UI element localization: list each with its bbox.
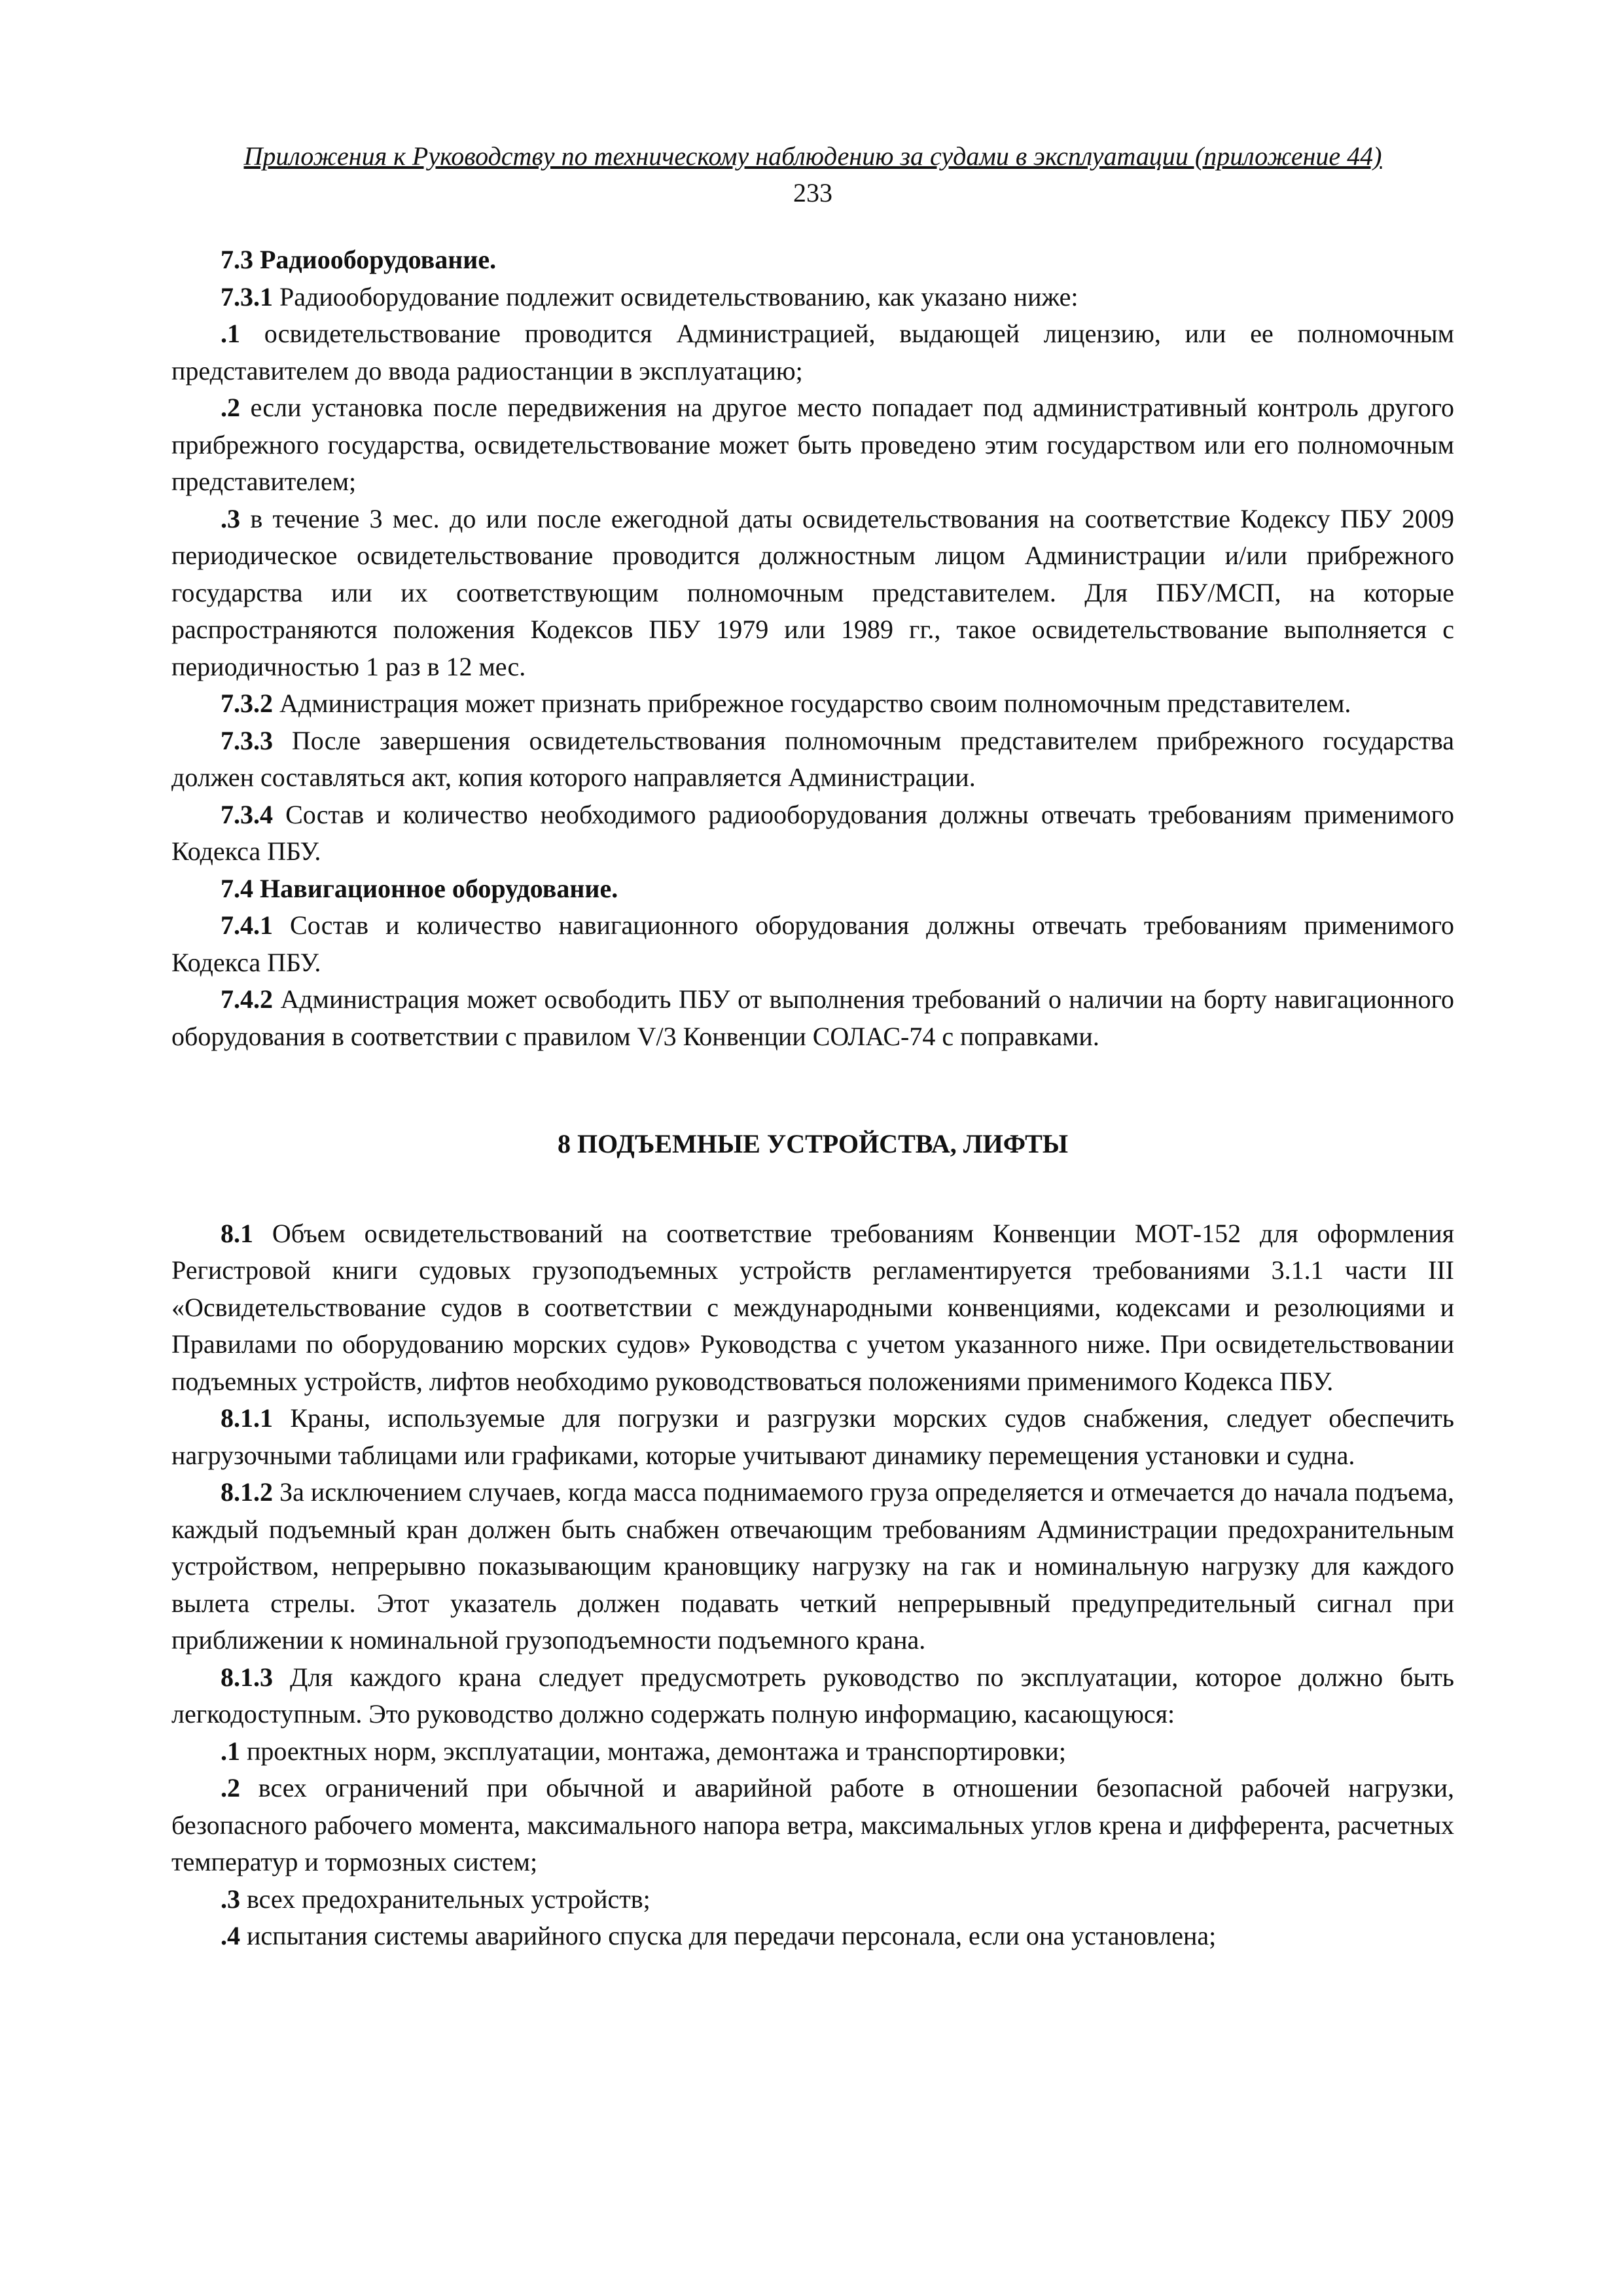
paragraph-8-1-3 — [171, 1659, 1454, 1733]
heading-7-3: 7.3 Радиооборудование. — [221, 245, 497, 274]
paragraph-number: 8.1.1 — [221, 1403, 273, 1433]
paragraph-text: Радиооборудование подлежит освидетельствованию, как указано ниже: — [273, 281, 1079, 312]
paragraph-number: 8.1 — [221, 1218, 253, 1248]
paragraph-text: Для каждого крана следует предусмотреть руководство по эксплуатации, которое должно быть легкодоступным. Это руководство должно содержать полную информацию, касающуюся: — [171, 1662, 1454, 1729]
paragraph-number: .4 — [221, 1921, 240, 1950]
paragraph-text: После завершения освидетельствования полномочным представителем прибрежного государства должен составляться акт, копия которого направляется Администрации. — [171, 725, 1454, 792]
paragraph-8-1-1 — [171, 1400, 1454, 1474]
paragraph-7-4-2 — [171, 981, 1454, 1055]
section-title-8: 8 ПОДЪЕМНЫЕ УСТРОЙСТВА, ЛИФТЫ — [557, 1129, 1069, 1158]
paragraph-text: проектных норм, эксплуатации, монтажа, демонтажа и транспортировки; — [240, 1736, 1066, 1766]
paragraph-number: 7.3.4 — [221, 799, 273, 829]
document-page — [171, 141, 1454, 1955]
heading-7-4: 7.4 Навигационное оборудование. — [221, 873, 618, 903]
paragraph-text: Объем освидетельствований на соответствие требованиям Конвенции МОТ-152 для оформления Регистровой книги судовых грузоподъемных устройств регламентируется требованиями 3.1.1 части III «Освидетельствование судов в соответствии с международными конвенциями, кодексами и резолюциями и Правилами по оборудованию морских судов» Руководства с учетом указанного ниже. При освидетельствовании подъемных устройств, лифтов необходимо руководствоваться положениями применимого Кодекса ПБУ. — [171, 1218, 1454, 1396]
paragraph-number: .3 — [221, 503, 240, 533]
paragraph-number: 7.3.3 — [221, 725, 273, 755]
paragraph-number: .1 — [221, 319, 240, 348]
paragraph-7-3-1 — [171, 279, 1454, 316]
paragraph-text: всех предохранительных устройств; — [240, 1884, 651, 1914]
paragraph-text: Администрация может освободить ПБУ от выполнения требований о наличии на борту навигационного оборудования в соответствии с правилом V/3 Конвенции СОЛАС-74 с поправками. — [171, 984, 1454, 1051]
paragraph-7-3-1-item-2 — [171, 389, 1454, 501]
running-header: Приложения к Руководству по техническому наблюдению за судами в эксплуатации (приложение 44) — [243, 141, 1382, 171]
paragraph-number: .1 — [221, 1736, 240, 1766]
paragraph-7-3-2 — [171, 685, 1454, 723]
paragraph-8-1-3-item-3 — [171, 1881, 1454, 1918]
paragraph-7-3-1-item-3 — [171, 501, 1454, 686]
paragraph-text: За исключением случаев, когда масса поднимаемого груза определяется и отмечается до начала подъема, каждый подъемный кран должен быть снабжен отвечающим требованиям Администрации предохранительным устройством, непрерывно показывающим крановщику нагрузку на гак и номинальную нагрузку для каждого вылета стрелы. Этот указатель должен подавать четкий непрерывный предупредительный сигнал при приближении к номинальной грузоподъемности подъемного крана. — [171, 1477, 1454, 1655]
paragraph-number: 8.1.2 — [221, 1477, 273, 1507]
paragraph-number: .3 — [221, 1884, 240, 1914]
paragraph-7-3-3 — [171, 723, 1454, 797]
paragraph-text: Администрация может признать прибрежное государство своим полномочным представителем. — [273, 689, 1351, 718]
paragraph-text: Состав и количество навигационного оборудования должны отвечать требованиям применимого Кодекса ПБУ. — [171, 910, 1454, 977]
paragraph-8-1-3-item-2 — [171, 1770, 1454, 1881]
document-body — [171, 242, 1454, 1955]
paragraph-text: Краны, используемые для погрузки и разгрузки морских судов снабжения, следует обеспечить нагрузочными таблицами или графиками, которые учитывают динамику перемещения установки и судна. — [171, 1403, 1454, 1470]
paragraph-text: в течение 3 мес. до или после ежегодной даты освидетельствования на соответствие Кодексу ПБУ 2009 периодическое освидетельствование проводится должностным лицом Администрации и/или прибрежного государства или их соответствующим полномочным представителем. Для ПБУ/МСП, на которые распространяются положения Кодексов ПБУ 1979 или 1989 гг., такое освидетельствование выполняется с периодичностью 1 раз в 12 мес. — [171, 503, 1454, 681]
paragraph-7-4-1 — [171, 907, 1454, 981]
paragraph-number: 8.1.3 — [221, 1662, 273, 1692]
paragraph-7-3-4 — [171, 797, 1454, 870]
paragraph-number: 7.3.2 — [221, 689, 273, 718]
paragraph-text: Состав и количество необходимого радиооборудования должны отвечать требованиям применимого Кодекса ПБУ. — [171, 799, 1454, 866]
paragraph-text: всех ограничений при обычной и аварийной работе в отношении безопасной рабочей нагрузки, безопасного рабочего момента, максимального напора ветра, максимальных углов крена и дифферента, расчетных температур и тормозных систем; — [171, 1773, 1454, 1876]
paragraph-number: .2 — [221, 1773, 240, 1803]
paragraph-text: освидетельствование проводится Администрацией, выдающей лицензию, или ее полномочным представителем до ввода радиостанции в эксплуатацию; — [171, 319, 1454, 386]
paragraph-8-1-2 — [171, 1474, 1454, 1659]
paragraph-text: испытания системы аварийного спуска для передачи персонала, если она установлена; — [240, 1921, 1217, 1950]
paragraph-number: .2 — [221, 393, 240, 422]
paragraph-8-1-3-item-4 — [171, 1918, 1454, 1955]
paragraph-8-1-3-item-1 — [171, 1733, 1454, 1770]
paragraph-text: если установка после передвижения на другое место попадает под административный контроль другого прибрежного государства, освидетельствование может быть проведено этим государством или его полномочным представителем; — [171, 393, 1454, 496]
paragraph-number: 7.4.1 — [221, 910, 273, 940]
paragraph-number: 7.3.1 — [221, 281, 273, 312]
paragraph-7-3-1-item-1 — [171, 315, 1454, 389]
page-number: 233 — [793, 178, 832, 207]
paragraph-8-1 — [171, 1215, 1454, 1401]
paragraph-number: 7.4.2 — [221, 984, 273, 1014]
